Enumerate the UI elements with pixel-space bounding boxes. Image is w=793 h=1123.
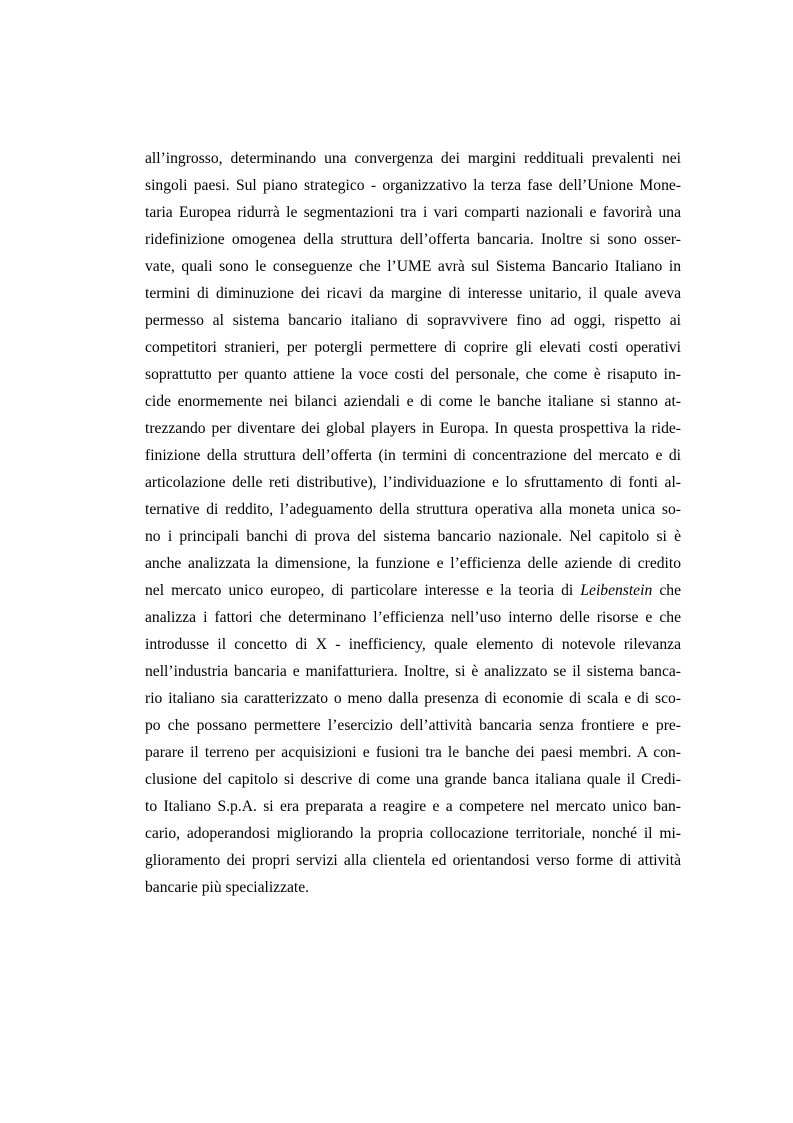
- text-segment: termini di diminuzione dei ricavi da margine di interesse unitario, il quale aveva: [145, 285, 681, 302]
- text-segment: no i principali banchi di prova del sistema bancario nazionale. Nel capitolo si è: [145, 528, 681, 545]
- text-line: [145, 685, 681, 712]
- text-segment: ternative di reddito, l’adeguamento della struttura operativa alla moneta unica so-: [145, 501, 681, 518]
- text-segment: trezzando per diventare dei global players in Europa. In questa prospettiva la ride-: [145, 420, 681, 437]
- text-line: [145, 442, 681, 469]
- text-segment: soprattutto per quanto attiene la voce costi del personale, che come è risaputo in-: [145, 366, 681, 383]
- text-line: [145, 847, 681, 874]
- text-line: [145, 712, 681, 739]
- text-segment: all’ingrosso, determinando una convergenza dei margini reddituali prevalenti nei: [145, 150, 681, 167]
- text-line: [145, 874, 681, 901]
- text-segment: glioramento dei propri servizi alla clientela ed orientandosi verso forme di attività: [145, 852, 681, 869]
- text-line: [145, 388, 681, 415]
- text-line: [145, 496, 681, 523]
- text-segment: che: [652, 582, 681, 599]
- text-segment: permesso al sistema bancario italiano di sopravvivere fino ad oggi, rispetto ai: [145, 312, 681, 329]
- text-segment: cide enormemente nei bilanci aziendali e di come le banche italiane si stanno at-: [145, 393, 681, 410]
- text-line: [145, 199, 681, 226]
- text-line: [145, 658, 681, 685]
- italic-term: Leibenstein: [580, 582, 653, 599]
- text-segment: articolazione delle reti distributive), l’individuazione e lo sfruttamento di fonti al-: [145, 474, 681, 491]
- text-line: [145, 550, 681, 577]
- text-line: [145, 145, 681, 172]
- text-segment: ridefinizione omogenea della struttura dell’offerta bancaria. Inoltre si sono osser-: [145, 231, 681, 248]
- text-segment: to Italiano S.p.A. si era preparata a reagire e a competere nel mercato unico ban-: [145, 798, 681, 815]
- text-line: [145, 739, 681, 766]
- text-line: [145, 361, 681, 388]
- text-line: [145, 577, 681, 604]
- text-segment: finizione della struttura dell’offerta (in termini di concentrazione del mercato e di: [145, 447, 681, 464]
- text-segment: cario, adoperandosi migliorando la propria collocazione territoriale, nonché il mi-: [145, 825, 681, 842]
- text-segment: clusione del capitolo si descrive di come una grande banca italiana quale il Credi-: [145, 771, 681, 788]
- text-line: [145, 226, 681, 253]
- text-line: [145, 280, 681, 307]
- text-segment: vate, quali sono le conseguenze che l’UME avrà sul Sistema Bancario Italiano in: [145, 258, 681, 275]
- text-segment: nell’industria bancaria e manifatturiera. Inoltre, si è analizzato se il sistema banca-: [145, 663, 681, 680]
- text-segment: rio italiano sia caratterizzato o meno dalla presenza di economie di scala e di sco-: [145, 690, 681, 707]
- text-line: [145, 415, 681, 442]
- text-line: [145, 766, 681, 793]
- text-segment: anche analizzata la dimensione, la funzione e l’efficienza delle aziende di credito: [145, 555, 681, 572]
- text-line: [145, 631, 681, 658]
- text-line: [145, 334, 681, 361]
- text-line: [145, 307, 681, 334]
- text-segment: po che possano permettere l’esercizio dell’attività bancaria senza frontiere e pre-: [145, 717, 681, 734]
- body-paragraph: [145, 145, 681, 901]
- text-segment: parare il terreno per acquisizioni e fusioni tra le banche dei paesi membri. A con-: [145, 744, 681, 761]
- text-segment: bancarie più specializzate.: [145, 879, 310, 896]
- text-segment: introdusse il concetto di X - inefficiency, quale elemento di notevole rilevanza: [145, 636, 681, 653]
- text-line: [145, 820, 681, 847]
- text-line: [145, 469, 681, 496]
- text-segment: analizza i fattori che determinano l’efficienza nell’uso interno delle risorse e che: [145, 609, 681, 626]
- text-line: [145, 523, 681, 550]
- text-line: [145, 172, 681, 199]
- text-line: [145, 604, 681, 631]
- text-segment: singoli paesi. Sul piano strategico - organizzativo la terza fase dell’Unione Mone-: [145, 177, 681, 194]
- text-segment: taria Europea ridurrà le segmentazioni tra i vari comparti nazionali e favorirà una: [145, 204, 681, 221]
- text-segment: competitori stranieri, per potergli permettere di coprire gli elevati costi operativi: [145, 339, 681, 356]
- text-line: [145, 793, 681, 820]
- text-segment: nel mercato unico europeo, di particolare interesse e la teoria di: [145, 582, 581, 599]
- text-line: [145, 253, 681, 280]
